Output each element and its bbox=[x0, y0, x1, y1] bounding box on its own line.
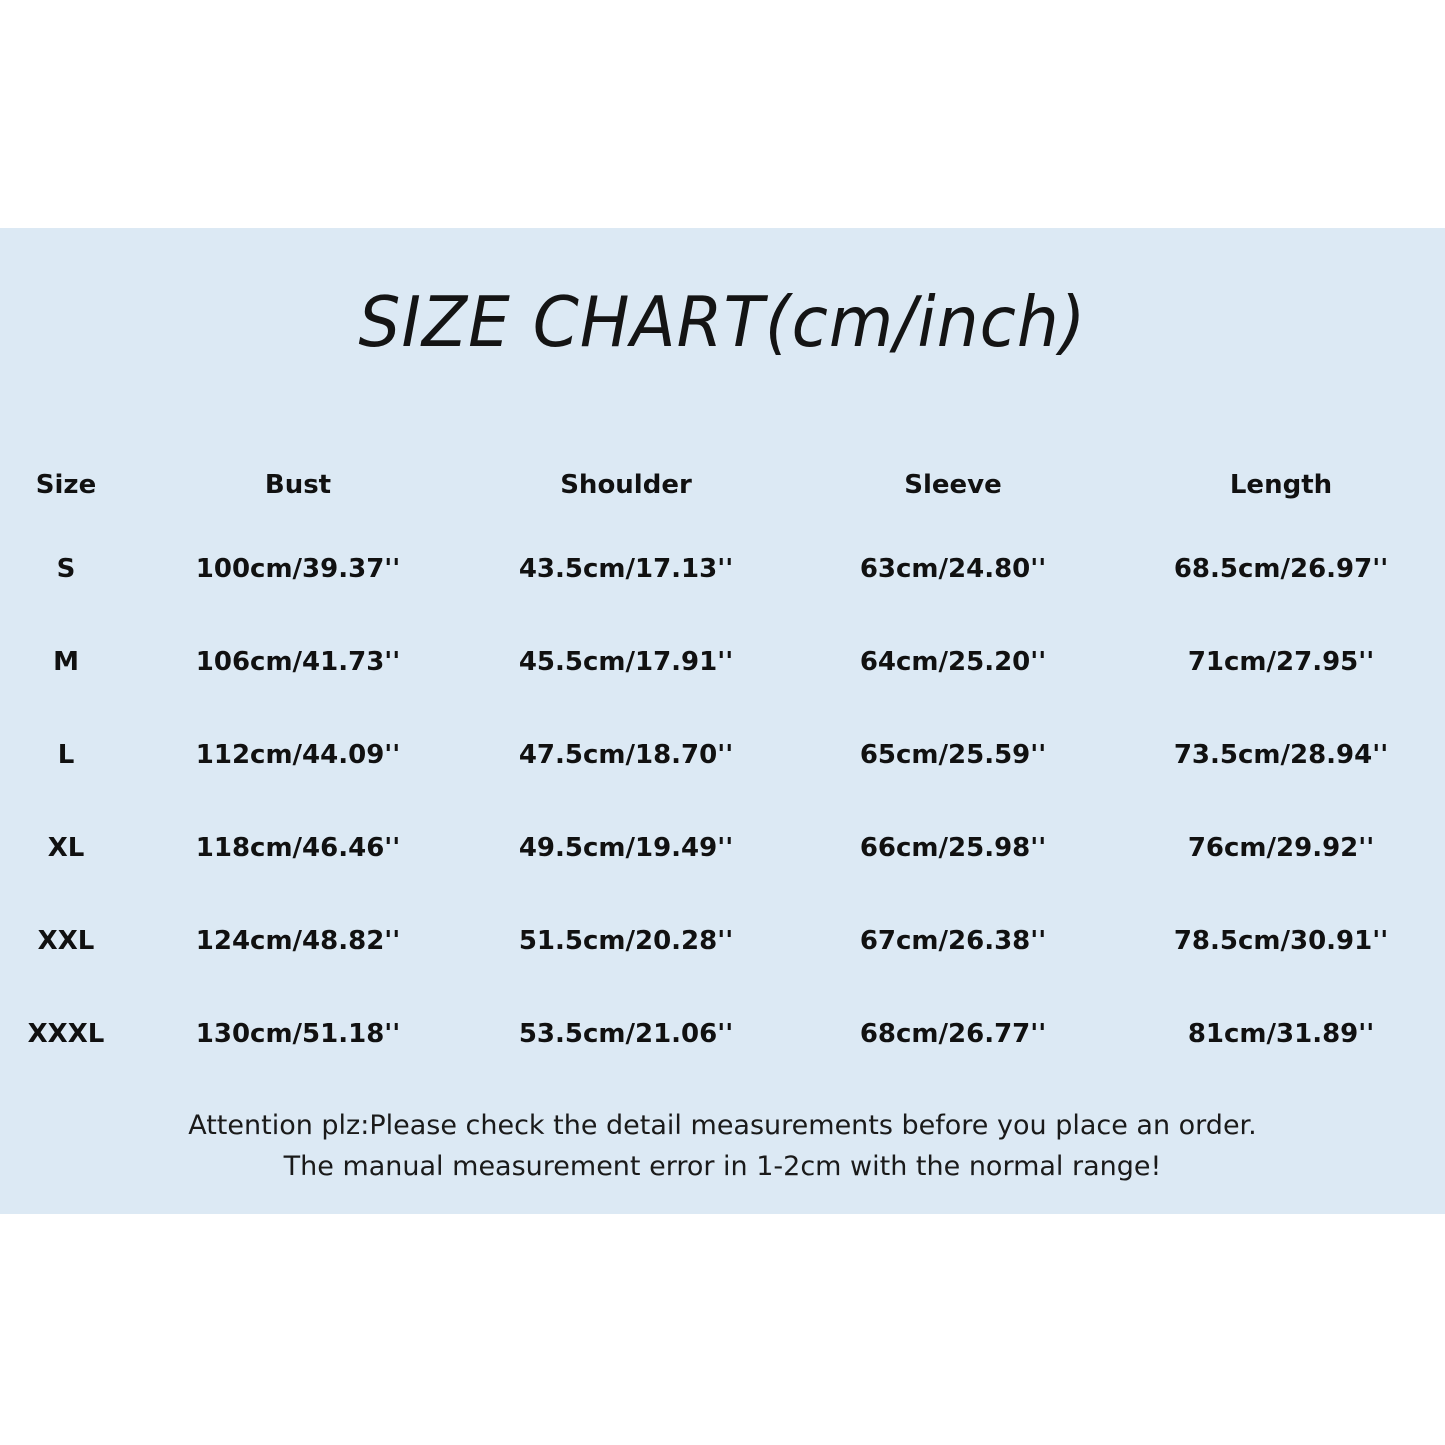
table-cell-size: XL bbox=[47, 833, 85, 863]
size-chart-panel bbox=[0, 228, 1445, 1214]
table-cell-size: L bbox=[57, 740, 75, 770]
table-cell-length: 73.5cm/28.94'' bbox=[1173, 740, 1389, 770]
table-cell-shoulder: 51.5cm/20.28'' bbox=[518, 926, 734, 956]
attention-note: Attention plz:Please check the detail measurements before you place an order. bbox=[188, 1110, 1257, 1141]
table-cell-length: 68.5cm/26.97'' bbox=[1173, 554, 1389, 584]
table-cell-bust: 106cm/41.73'' bbox=[195, 647, 401, 677]
page-title: SIZE CHART(cm/inch) bbox=[358, 282, 1087, 363]
table-cell-sleeve: 68cm/26.77'' bbox=[859, 1019, 1047, 1049]
table-cell-sleeve: 65cm/25.59'' bbox=[859, 740, 1047, 770]
column-header-bust: Bust bbox=[264, 470, 332, 500]
column-header-shoulder: Shoulder bbox=[560, 470, 692, 500]
table-cell-size: M bbox=[53, 647, 79, 677]
table-cell-shoulder: 49.5cm/19.49'' bbox=[518, 833, 734, 863]
table-cell-bust: 100cm/39.37'' bbox=[195, 554, 401, 584]
table-cell-shoulder: 45.5cm/17.91'' bbox=[518, 647, 734, 677]
table-cell-sleeve: 67cm/26.38'' bbox=[859, 926, 1047, 956]
table-cell-length: 71cm/27.95'' bbox=[1187, 647, 1375, 677]
table-cell-shoulder: 43.5cm/17.13'' bbox=[518, 554, 734, 584]
table-cell-bust: 130cm/51.18'' bbox=[195, 1019, 401, 1049]
table-cell-sleeve: 63cm/24.80'' bbox=[859, 554, 1047, 584]
table-cell-sleeve: 66cm/25.98'' bbox=[859, 833, 1047, 863]
table-cell-size: XXL bbox=[37, 926, 95, 956]
column-header-size: Size bbox=[35, 470, 97, 500]
column-header-length: Length bbox=[1229, 470, 1333, 500]
table-cell-size: S bbox=[56, 554, 76, 584]
table-cell-sleeve: 64cm/25.20'' bbox=[859, 647, 1047, 677]
table-cell-bust: 124cm/48.82'' bbox=[195, 926, 401, 956]
table-cell-length: 78.5cm/30.91'' bbox=[1173, 926, 1389, 956]
table-cell-size: XXXL bbox=[27, 1019, 105, 1049]
column-header-sleeve: Sleeve bbox=[904, 470, 1002, 500]
measurement-error-note: The manual measurement error in 1-2cm with the normal range! bbox=[283, 1151, 1162, 1182]
table-cell-bust: 112cm/44.09'' bbox=[195, 740, 401, 770]
table-cell-shoulder: 53.5cm/21.06'' bbox=[518, 1019, 734, 1049]
table-cell-bust: 118cm/46.46'' bbox=[195, 833, 401, 863]
table-cell-length: 76cm/29.92'' bbox=[1187, 833, 1375, 863]
table-cell-shoulder: 47.5cm/18.70'' bbox=[518, 740, 734, 770]
table-cell-length: 81cm/31.89'' bbox=[1187, 1019, 1375, 1049]
